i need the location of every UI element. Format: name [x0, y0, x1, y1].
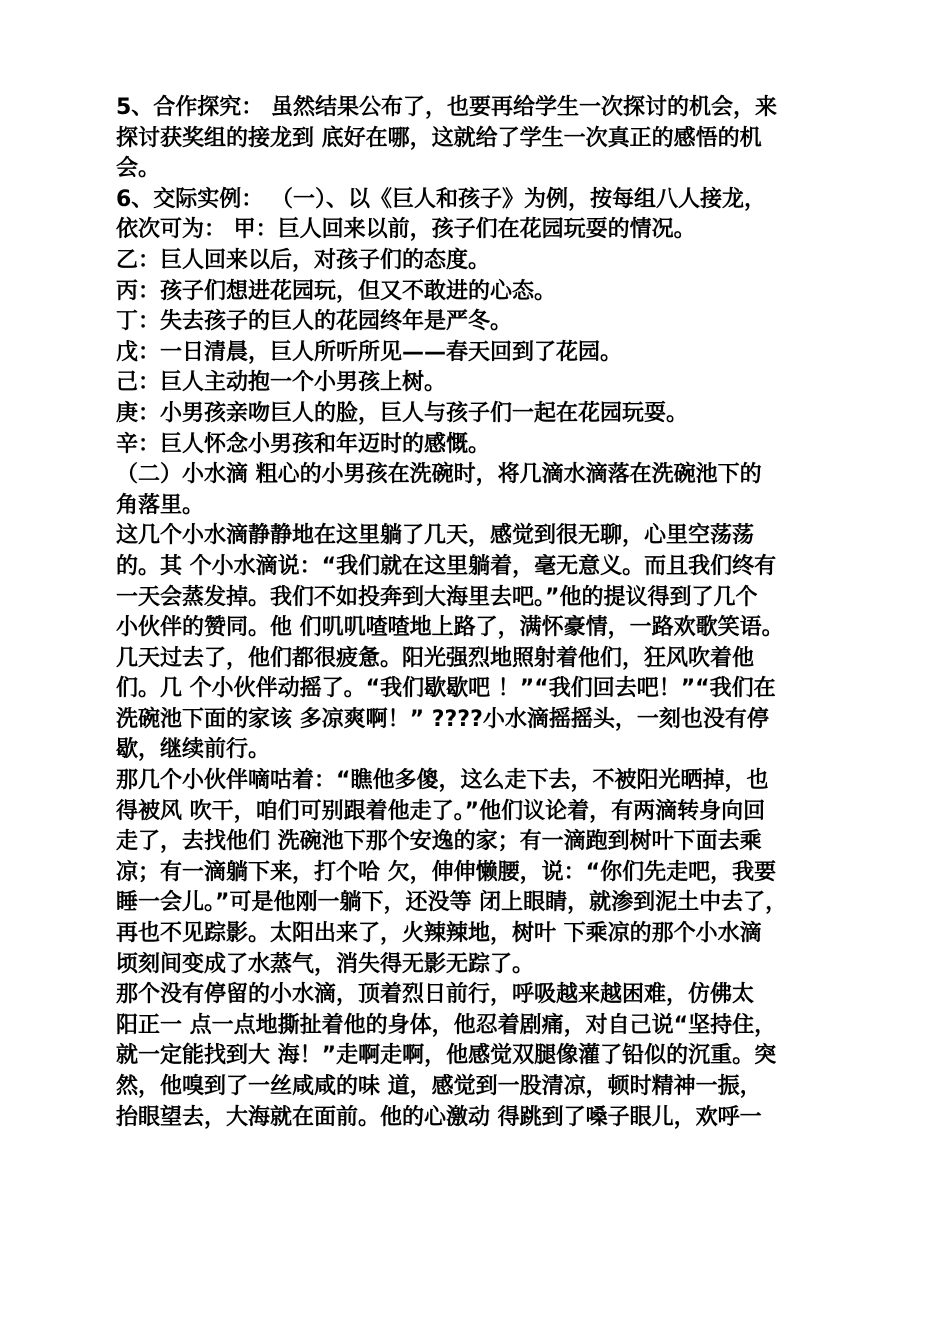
text-line: 就一定能找到大 海！”走啊走啊，他感觉双腿像灌了铅似的沉重。突: [116, 1043, 777, 1069]
text-line: 小伙伴的赞同。他 们叽叽喳喳地上路了，满怀豪情，一路欢歌笑语。: [116, 615, 784, 641]
text-line: 们。几 个小伙伴动摇了。“我们歇歇吧 ！”“我们回去吧！”“我们在: [116, 676, 776, 702]
text-line: 丁：失去孩子的巨人的花园终年是严冬。: [116, 309, 513, 335]
text-line: 顷刻间变成了水蒸气，消失得无影无踪了。: [116, 951, 535, 977]
text-line: 戊：一日清晨，巨人所听所见——春天回到了花园。: [116, 339, 623, 365]
text-line: 5、合作探究： 虽然结果公布了，也要再给学生一次探讨的机会，来: [116, 95, 777, 120]
text-line: 探讨获奖组的接龙到 底好在哪，这就给了学生一次真正的感悟的机: [116, 125, 762, 151]
text-line: 依次可为： 甲：巨人回来以前，孩子们在花园玩耍的情况。: [116, 217, 696, 243]
text-line: 睡一会儿。”可是他刚一躺下，还没等 闭上眼睛，就渗到泥土中去了，: [116, 890, 788, 916]
text-line: 阳正一 点一点地撕扯着他的身体，他忍着剧痛，对自己说“坚持住，: [116, 1012, 777, 1038]
text-line: 再也不见踪影。太阳出来了，火辣辣地，树叶 下乘凉的那个小水滴: [116, 921, 762, 947]
text-line: 这几个小水滴静静地在这里躺了几天，感觉到很无聊，心里空荡荡: [116, 523, 755, 549]
text-line: 抬眼望去，大海就在面前。他的心激动 得跳到了嗓子眼儿，欢呼一: [116, 1104, 762, 1130]
text-line: 几天过去了，他们都很疲惫。阳光强烈地照射着他们，狂风吹着他: [116, 645, 755, 671]
text-line: 的。其 个小水滴说：“我们就在这里躺着，毫无意义。而且我们终有: [116, 553, 777, 579]
text-line: 乙：巨人回来以后，对孩子们的态度。: [116, 247, 491, 273]
text-line: 然，他嗅到了一丝咸咸的味 道，感觉到一股清凉，顿时精神一振，: [116, 1074, 762, 1099]
text-line: 6、交际实例： （一）、以《巨人和孩子》为例，按每组八人接龙，: [116, 186, 766, 212]
text-line: 己：巨人主动抱一个小男孩上树。: [116, 370, 447, 396]
text-line: 走了，去找他们 洗碗池下那个安逸的家；有一滴跑到树叶下面去乘: [116, 829, 762, 855]
text-line: 歇，继续前行。: [116, 737, 271, 763]
text-line: 一天会蒸发掉。我们不如投奔到大海里去吧。”他的提议得到了几个: [116, 584, 758, 610]
text-line: 那几个小伙伴嘀咕着：“瞧他多傻，这么走下去，不被阳光晒掉，也: [116, 768, 769, 794]
text-line: 那个没有停留的小水滴，顶着烈日前行，呼吸越来越困难，仿佛太: [116, 982, 755, 1008]
text-line: 凉；有一滴躺下来，打个哈 欠，伸伸懒腰，说：“你们先走吧，我要: [116, 859, 777, 885]
text-line: 辛：巨人怀念小男孩和年迈时的感慨。: [116, 431, 491, 457]
text-line: 庚：小男孩亲吻巨人的脸，巨人与孩子们一起在花园玩耍。: [116, 400, 689, 426]
text-line: 洗碗池下面的家该 多凉爽啊！” ????小水滴摇摇头，一刻也没有停: [116, 706, 769, 732]
text-line: 丙：孩子们想进花园玩，但又不敢进的心态。: [116, 278, 557, 304]
body-text: [116, 93, 836, 1133]
text-line: 得被风 吹干，咱们可别跟着他走了。”他们议论着，有两滴转身向回: [116, 798, 766, 824]
text-line: （二）小水滴 粗心的小男孩在洗碗时，将几滴水滴落在洗碗池下的: [116, 462, 762, 488]
text-line: 角落里。: [116, 492, 205, 518]
text-line: 会。: [116, 156, 161, 182]
